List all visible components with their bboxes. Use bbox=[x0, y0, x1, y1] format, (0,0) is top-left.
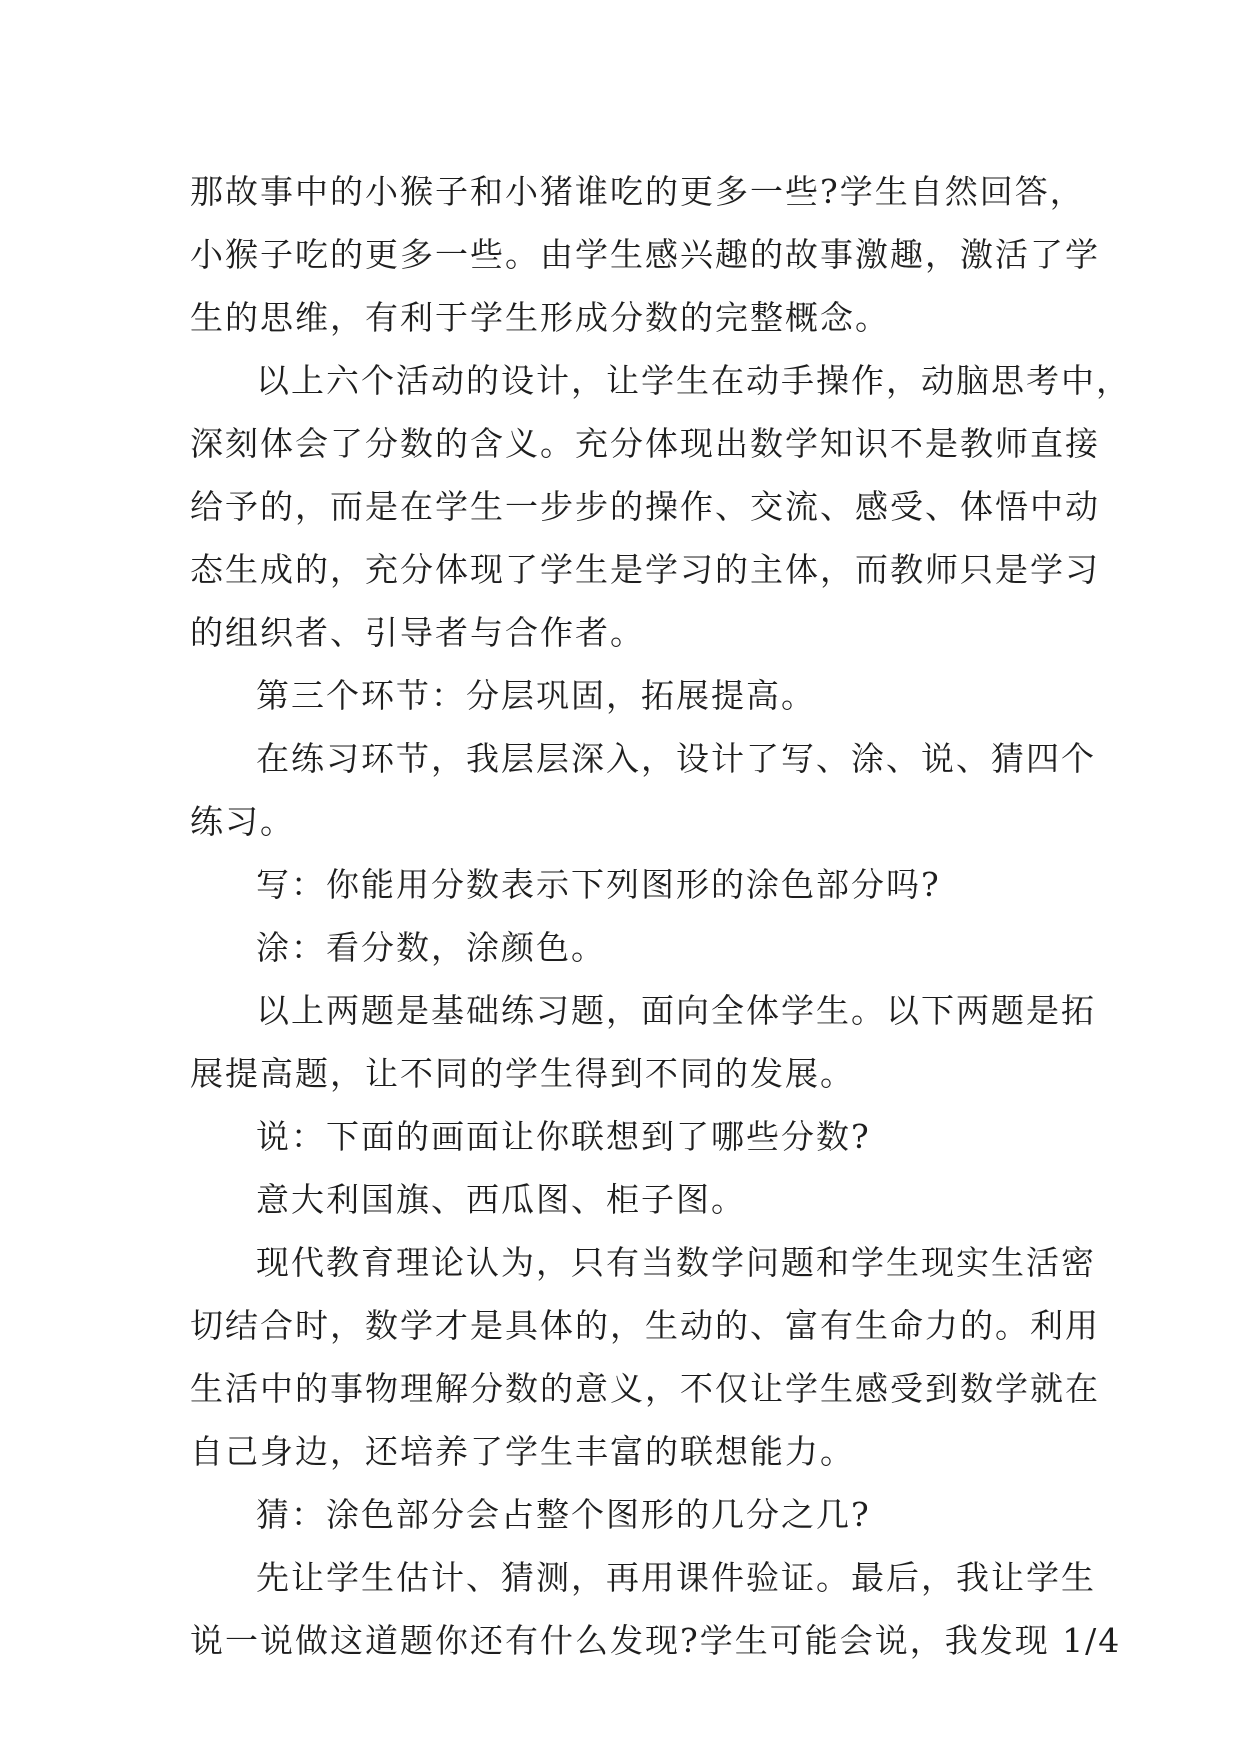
text-line: 深刻体会了分数的含义。充分体现出数学知识不是教师直接 bbox=[190, 424, 1100, 463]
paragraph bbox=[190, 160, 1100, 349]
text-line: 写：你能用分数表示下列图形的涂色部分吗? bbox=[256, 865, 941, 904]
text-line: 态生成的，充分体现了学生是学习的主体，而教师只是学习 bbox=[190, 550, 1100, 589]
text-line: 给予的，而是在学生一步步的操作、交流、感受、体悟中动 bbox=[190, 487, 1100, 526]
text-line: 以上六个活动的设计，让学生在动手操作，动脑思考中， bbox=[256, 361, 1131, 400]
text-line: 先让学生估计、猜测，再用课件验证。最后，我让学生 bbox=[256, 1558, 1096, 1597]
paragraph bbox=[190, 1546, 1122, 1672]
paragraph bbox=[190, 1483, 1050, 1546]
text-line: 切结合时，数学才是具体的，生动的、富有生命力的。利用 bbox=[190, 1306, 1100, 1345]
text-line: 猜：涂色部分会占整个图形的几分之几? bbox=[256, 1495, 871, 1534]
paragraph bbox=[190, 349, 1131, 664]
paragraph bbox=[190, 727, 1096, 853]
text-line: 说：下面的画面让你联想到了哪些分数? bbox=[256, 1117, 871, 1156]
paragraph bbox=[190, 1105, 1050, 1168]
text-line: 以上两题是基础练习题，面向全体学生。以下两题是拓 bbox=[256, 991, 1096, 1030]
text-line: 意大利国旗、西瓜图、柜子图。 bbox=[256, 1180, 746, 1219]
text-line: 练习。 bbox=[190, 802, 295, 841]
text-line: 那故事中的小猴子和小猪谁吃的更多一些?学生自然回答， bbox=[190, 172, 1085, 211]
document-body bbox=[190, 160, 1131, 1672]
text-line: 自己身边，还培养了学生丰富的联想能力。 bbox=[190, 1432, 855, 1471]
paragraph bbox=[190, 916, 1050, 979]
text-line: 涂：看分数，涂颜色。 bbox=[256, 928, 606, 967]
paragraph bbox=[190, 1231, 1100, 1483]
text-line: 现代教育理论认为，只有当数学问题和学生现实生活密 bbox=[256, 1243, 1096, 1282]
text-line: 生活中的事物理解分数的意义，不仅让学生感受到数学就在 bbox=[190, 1369, 1100, 1408]
paragraph bbox=[190, 853, 1050, 916]
paragraph bbox=[190, 664, 1050, 727]
text-line: 在练习环节，我层层深入，设计了写、涂、说、猜四个 bbox=[256, 739, 1096, 778]
text-line: 的组织者、引导者与合作者。 bbox=[190, 613, 645, 652]
text-line: 说一说做这道题你还有什么发现?学生可能会说，我发现 1/4 bbox=[190, 1621, 1122, 1660]
paragraph bbox=[190, 979, 1096, 1105]
paragraph bbox=[190, 1168, 1050, 1231]
text-line: 小猴子吃的更多一些。由学生感兴趣的故事激趣，激活了学 bbox=[190, 235, 1100, 274]
text-line: 展提高题，让不同的学生得到不同的发展。 bbox=[190, 1054, 855, 1093]
text-line: 第三个环节：分层巩固，拓展提高。 bbox=[256, 676, 816, 715]
text-line: 生的思维，有利于学生形成分数的完整概念。 bbox=[190, 298, 890, 337]
